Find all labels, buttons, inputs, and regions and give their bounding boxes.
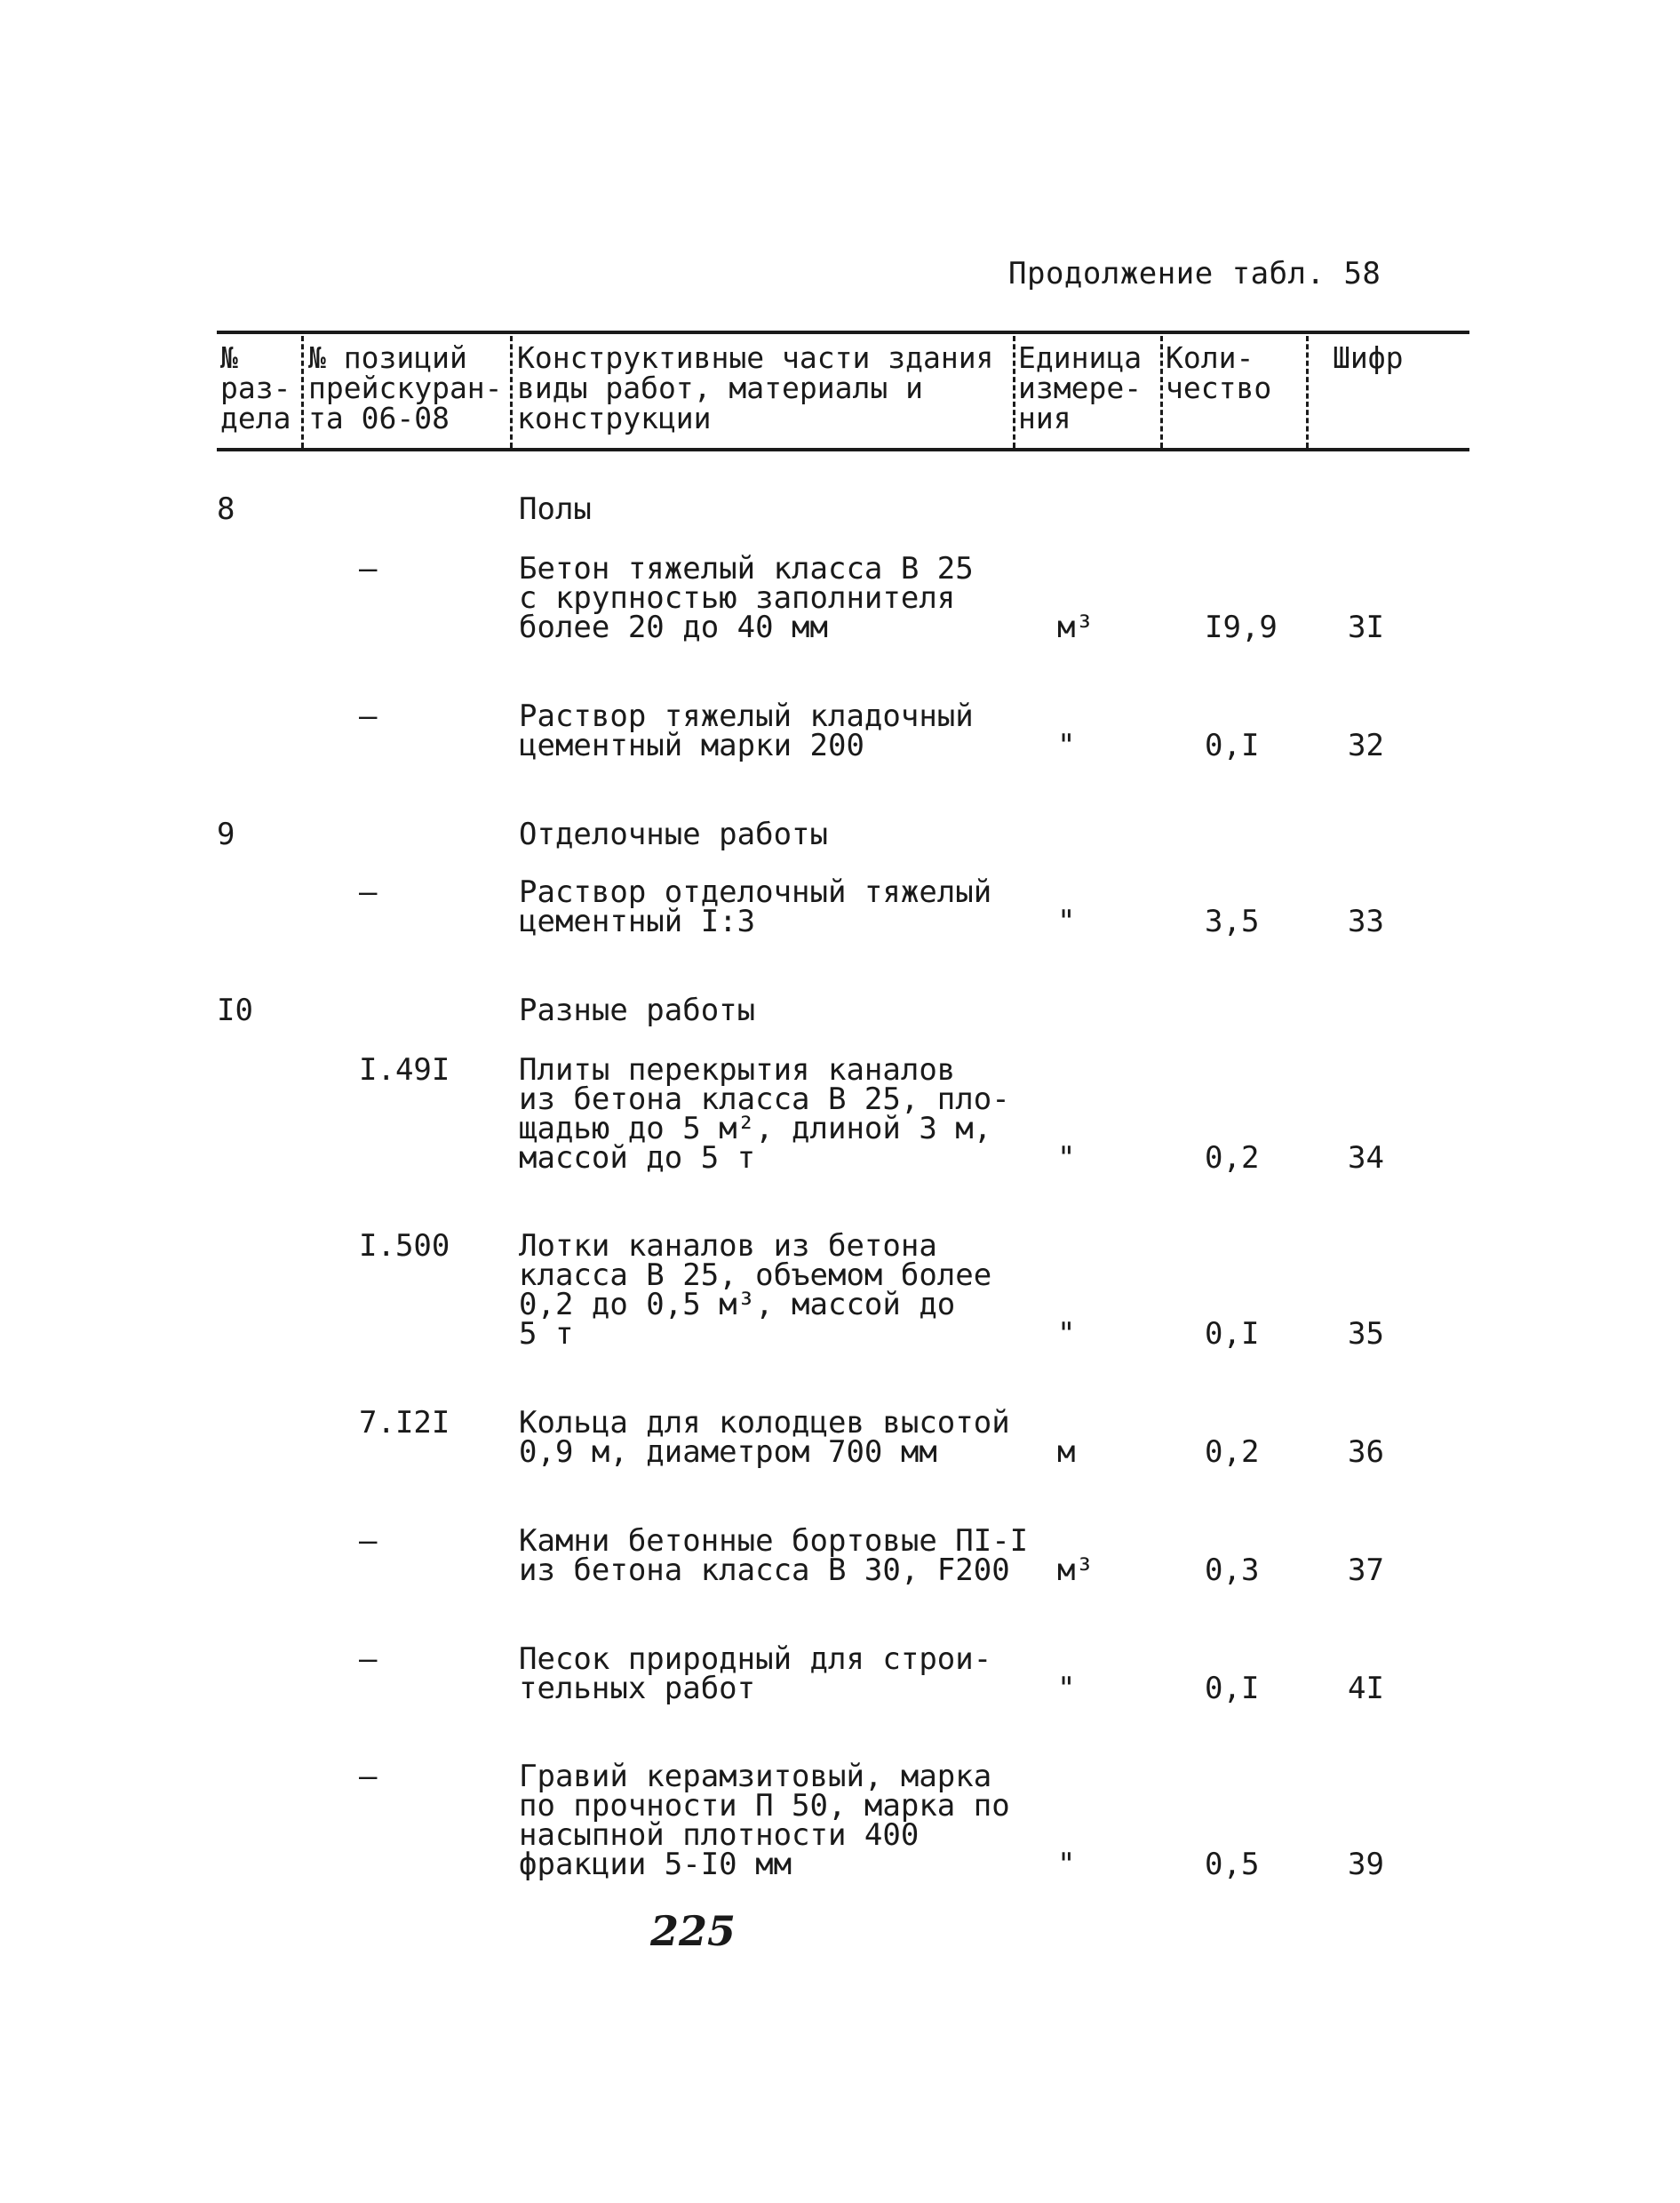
row-quantity: 0,2 — [1205, 1140, 1260, 1176]
row-description: Песок природный для строи- тельных работ — [519, 1641, 992, 1706]
row-quantity: 0,I — [1205, 1671, 1260, 1706]
row-description: Кольца для колодцев высотой 0,9 м, диаметром 700 мм — [519, 1405, 1010, 1470]
row-code: 34 — [1348, 1140, 1384, 1176]
row-unit: " — [1057, 904, 1076, 939]
row-position: – — [359, 698, 378, 734]
row-unit: " — [1057, 1316, 1076, 1352]
section-title: Разные работы — [519, 993, 756, 1028]
row-description: Лотки каналов из бетона класса В 25, объемом более 0,2 до 0,5 м³, массой до 5 т — [519, 1228, 992, 1352]
row-code: 39 — [1348, 1847, 1384, 1882]
row-unit: м³ — [1057, 1552, 1094, 1588]
row-quantity: 0,I — [1205, 728, 1260, 763]
table-header-rule — [217, 448, 1469, 451]
row-description: Камни бетонные бортовые ПI-I из бетона класса В 30, F200 — [519, 1523, 1029, 1588]
row-quantity: 0,5 — [1205, 1847, 1260, 1882]
row-unit: м³ — [1057, 610, 1094, 645]
row-description: Раствор тяжелый кладочный цементный марки 200 — [519, 698, 974, 763]
row-position: – — [359, 874, 378, 910]
row-position: I.500 — [359, 1228, 450, 1264]
row-section: I0 — [217, 993, 253, 1028]
page-number: 225 — [650, 1907, 736, 1955]
row-quantity: 0,2 — [1205, 1434, 1260, 1470]
section-title: Отделочные работы — [519, 817, 828, 852]
row-quantity: 3,5 — [1205, 904, 1260, 939]
row-position: I.49I — [359, 1052, 450, 1088]
row-code: 32 — [1348, 728, 1384, 763]
column-separator — [1160, 336, 1163, 448]
header-unit: Единица измере- ния — [1018, 340, 1143, 435]
row-code: 35 — [1348, 1316, 1384, 1352]
header-section: № раз- дела — [220, 340, 291, 435]
row-section: 8 — [217, 491, 235, 527]
section-title: Полы — [519, 491, 592, 527]
row-position: – — [359, 1759, 378, 1794]
row-code: 37 — [1348, 1552, 1384, 1588]
row-position: – — [359, 551, 378, 587]
row-section: 9 — [217, 817, 235, 852]
row-position: 7.I2I — [359, 1405, 450, 1441]
column-separator — [301, 336, 304, 448]
column-separator — [1306, 336, 1309, 448]
table-caption: Продолжение табл. 58 — [1008, 256, 1381, 291]
row-unit: " — [1057, 1847, 1076, 1882]
row-description: Гравий керамзитовый, марка по прочности П 50, марка по насыпной плотности 400 фракции 5-I0 мм — [519, 1759, 1010, 1882]
row-position: – — [359, 1641, 378, 1677]
row-code: 4I — [1348, 1671, 1384, 1706]
header-description: Конструктивные части здания виды работ, материалы и конструкции — [517, 340, 994, 435]
row-unit: " — [1057, 1140, 1076, 1176]
row-quantity: 0,3 — [1205, 1552, 1260, 1588]
row-quantity: I9,9 — [1205, 610, 1278, 645]
table-top-rule — [217, 331, 1469, 334]
row-description: Раствор отделочный тяжелый цементный I:3 — [519, 874, 992, 939]
row-description: Плиты перекрытия каналов из бетона класса В 25, пло- щадью до 5 м², длиной 3 м, массой до 5 т — [519, 1052, 1010, 1176]
header-quantity: Коли- чество — [1166, 340, 1272, 405]
header-code: Шифр — [1333, 340, 1404, 375]
row-unit: " — [1057, 1671, 1076, 1706]
row-unit: м — [1057, 1434, 1076, 1470]
row-quantity: 0,I — [1205, 1316, 1260, 1352]
row-unit: " — [1057, 728, 1076, 763]
row-code: 3I — [1348, 610, 1384, 645]
row-description: Бетон тяжелый класса В 25 с крупностью заполнителя более 20 до 40 мм — [519, 551, 974, 645]
row-code: 33 — [1348, 904, 1384, 939]
header-position: № позиций прейскуран- та 06-08 — [308, 340, 503, 435]
row-position: – — [359, 1523, 378, 1559]
column-separator — [1013, 336, 1015, 448]
column-separator — [510, 336, 513, 448]
row-code: 36 — [1348, 1434, 1384, 1470]
